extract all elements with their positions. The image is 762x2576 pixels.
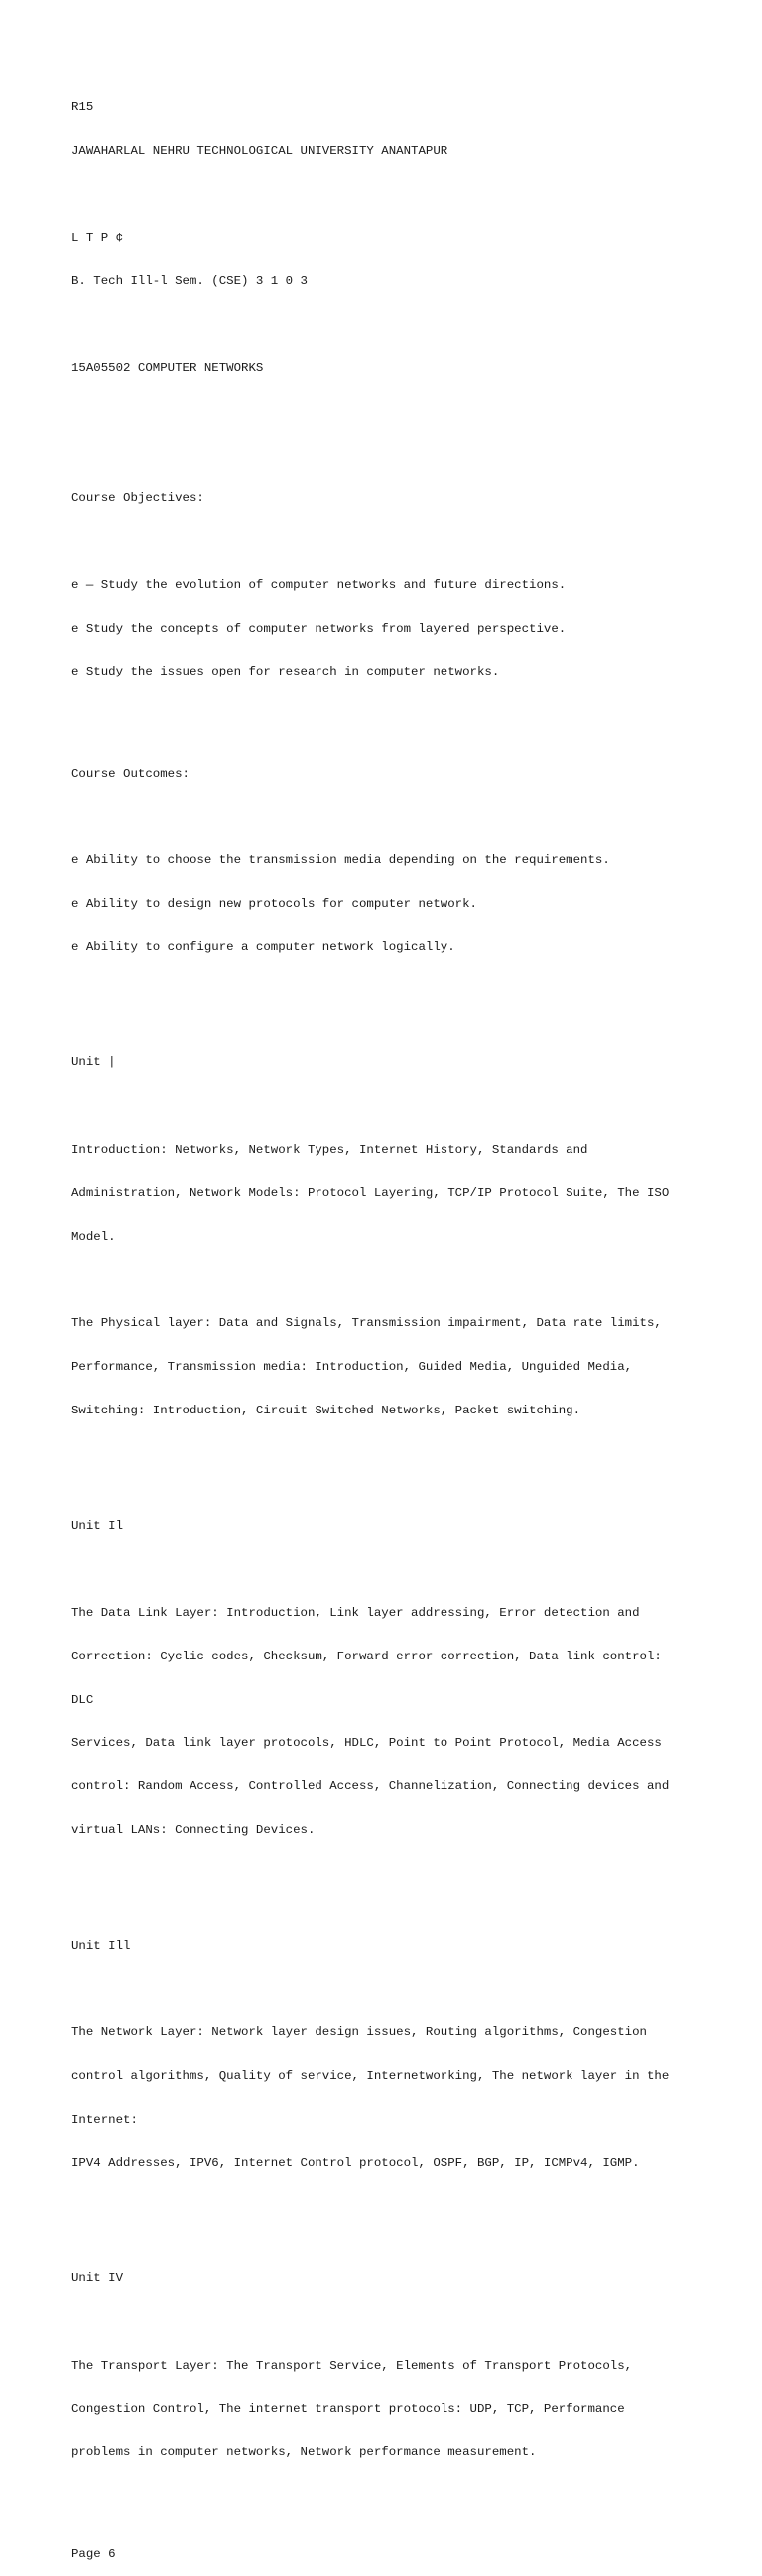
unit-1-text-line: Introduction: Networks, Network Types, Internet History, Standards and [71, 1142, 588, 1157]
unit-3-heading: Unit Ill [71, 1938, 131, 1953]
unit-2-text-line: The Data Link Layer: Introduction, Link layer addressing, Error detection and [71, 1605, 640, 1620]
unit-2-text-line: Correction: Cyclic codes, Checksum, Forward error correction, Data link control: [71, 1649, 662, 1663]
course-title: 15A05502 COMPUTER NETWORKS [71, 360, 264, 375]
unit-1-text-line: Model. [71, 1229, 116, 1244]
semester-line: B. Tech Ill-l Sem. (CSE) 3 1 0 3 [71, 274, 308, 289]
unit-3-text-line: control algorithms, Quality of service, Internetworking, The network layer in the [71, 2068, 670, 2083]
unit-4-heading: Unit IV [71, 2271, 124, 2286]
unit-2-text-line: control: Random Access, Controlled Access, Channelization, Connecting devices and [71, 1779, 670, 1794]
unit-2-heading: Unit Il [71, 1519, 124, 1533]
outcome-item: e Ability to choose the transmission media depending on the requirements. [71, 853, 610, 868]
outcome-item: e Ability to configure a computer network logically. [71, 939, 455, 954]
document-page [71, 71, 706, 2576]
unit-1-text-line: Switching: Introduction, Circuit Switched Networks, Packet switching. [71, 1403, 581, 1417]
regulation-code: R15 [71, 100, 94, 115]
objective-item: e Study the issues open for research in computer networks. [71, 665, 500, 679]
unit-2-text-line: virtual LANs: Connecting Devices. [71, 1822, 316, 1837]
unit-1-text-line: Administration, Network Models: Protocol Layering, TCP/IP Protocol Suite, The ISO [71, 1185, 670, 1200]
unit-4-text-line: problems in computer networks, Network performance measurement. [71, 2445, 537, 2460]
objective-item: e Study the concepts of computer networks from layered perspective. [71, 621, 567, 636]
unit-4-text-line: Congestion Control, The internet transport protocols: UDP, TCP, Performance [71, 2401, 625, 2416]
unit-1-text-line: The Physical layer: Data and Signals, Transmission impairment, Data rate limits, [71, 1316, 662, 1331]
objective-item: e — Study the evolution of computer networks and future directions. [71, 577, 567, 592]
unit-2-text-line: Services, Data link layer protocols, HDLC, Point to Point Protocol, Media Access [71, 1736, 662, 1751]
unit-1-heading: Unit | [71, 1055, 116, 1070]
unit-3-text-line: IPV4 Addresses, IPV6, Internet Control protocol, OSPF, BGP, IP, ICMPv4, IGMP. [71, 2155, 640, 2170]
outcomes-heading: Course Outcomes: [71, 766, 190, 781]
outcome-item: e Ability to design new protocols for computer network. [71, 896, 477, 911]
ltpc-header: L T P ¢ [71, 230, 124, 245]
objectives-heading: Course Objectives: [71, 491, 204, 506]
university-name: JAWAHARLAL NEHRU TECHNOLOGICAL UNIVERSITY ANANTAPUR [71, 143, 448, 158]
unit-3-text-line: The Network Layer: Network layer design issues, Routing algorithms, Congestion [71, 2025, 647, 2040]
page-number: Page 6 [71, 2546, 116, 2561]
unit-3-text-line: Internet: [71, 2112, 138, 2127]
unit-4-text-line: The Transport Layer: The Transport Service, Elements of Transport Protocols, [71, 2358, 633, 2373]
unit-2-text-line: DLC [71, 1692, 94, 1707]
unit-1-text-line: Performance, Transmission media: Introduction, Guided Media, Unguided Media, [71, 1359, 633, 1374]
